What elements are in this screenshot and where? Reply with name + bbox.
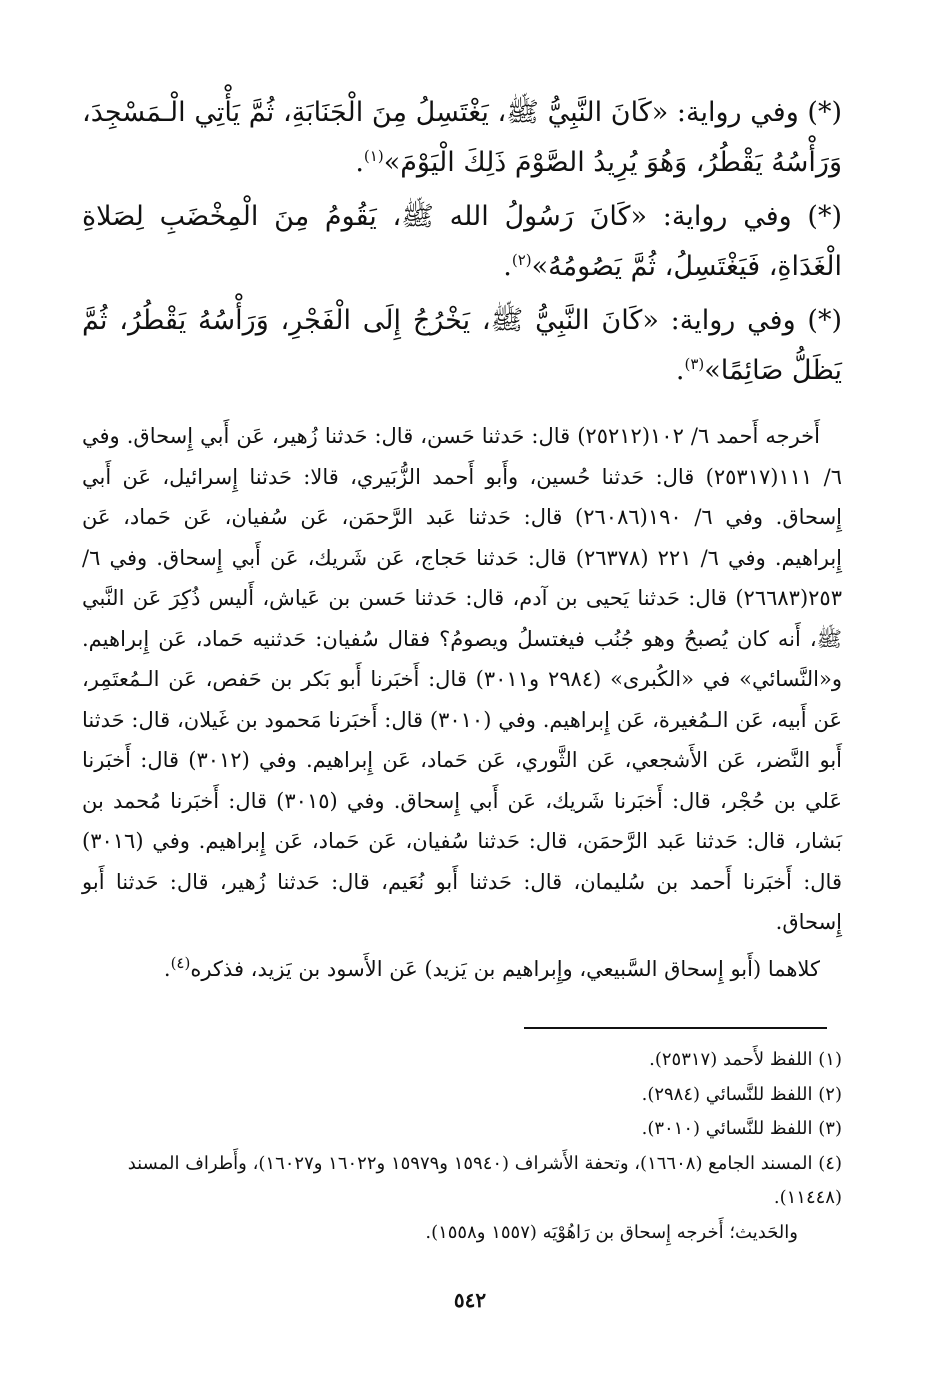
footnote-3: (٣) اللفظ للنَّسائي (٣٠١٠).: [641, 1118, 842, 1139]
hadith-text: (*) وفي رواية: «كَانَ رَسُولُ الله ﷺ، يَقُومُ مِنَ الْمِخْضَبِ لِصَلاةِ الْغَدَاةِ، فَيَغْتَسِلُ، ثُمَّ يَصُومُهُ»: [82, 201, 843, 282]
conclusion-end: .: [163, 956, 171, 981]
footnote-ref[interactable]: (٣): [684, 355, 705, 373]
footnote-1: (١) اللفظ لأَحمد (٢٥٣١٧).: [649, 1049, 842, 1070]
hadith-variant: [82, 296, 842, 396]
footnote-ref[interactable]: (٤): [170, 953, 191, 972]
footnote-ref[interactable]: (١): [363, 147, 384, 165]
hadith-text: (*) وفي رواية: «كَانَ النَّبِيُّ ﷺ، يَخْرُجُ إِلَى الْفَجْرِ، وَرَأْسُهُ يَقْطُرُ، ثُمَّ يَظَلُّ صَائِمًا»: [82, 305, 842, 386]
takhrij-paragraph: أَخرجه أَحمد ٦/ ١٠٢(٢٥٢١٢) قال: حَدثنا حَسن، قال: حَدثنا زُهير، عَن أَبي إِسحاق. وفي ٦/ ١١١(٢٥٣١٧) قال: حَدثنا حُسين، وأَبو أَحمد الزُّبَيري، قالا: حَدثنا إِسرائيل، عَن أَبي إِسحاق. وفي ٦/ ١٩٠(٢٦٠٨٦) قال: حَدثنا عَبد الرَّحمَن، عَن سُفيان، عَن حَماد، عَن إِبراهيم. وفي ٦/ ٢٢١ (٢٦٣٧٨) قال: حَدثنا حَجاج، عَن شَريك، عَن أَبي إِسحاق. وفي ٦/ ٢٥٣(٢٦٦٨٣) قال: حَدثنا يَحيى بن آدم، قال: حَدثنا حَسن بن عَياش، أَليس ذُكِرَ عَن النَّبي ﷺ، أَنه كان يُصبحُ وهو جُنُب فيغتسلُ ويصومُ؟ فقال سُفيان: حَدثنيه حَماد، عَن إِبراهيم. و«النَّسائي» في «الكُبرى» (٢٩٨٤ و٣٠١١) قال: أَخبَرنا أَبو بَكر بن حَفص، عَن الـمُعتَمِر، عَن أَبيه، عَن الـمُغيرة، عَن إِبراهيم. وفي (٣٠١٠) قال: أَخبَرنا مَحمود بن غَيلان، قال: حَدثنا أَبو النَّضر، عَن الأَشجعي، عَن الثَّوري، عَن حَماد، عَن إِبراهيم. وفي (٣٠١٢) قال: أَخبَرنا عَلي بن حُجْر، قال: أَخبَرنا شَريك، عَن أَبي إِسحاق. وفي (٣٠١٥) قال: أَخبَرنا مُحمد بن بَشار، قال: حَدثنا عَبد الرَّحمَن، قال: حَدثنا سُفيان، عَن حَماد، عَن إِبراهيم. وفي (٣٠١٦) قال: أَخبَرنا أَحمد بن سُليمان، قال: حَدثنا أَبو نُعَيم، قال: حَدثنا زُهير، قال: حَدثنا أَبو إِسحاق.: [82, 424, 843, 934]
footnote-2: (٢) اللفظ للنَّسائي (٢٩٨٤).: [641, 1083, 842, 1105]
footnote-4-continuation: والحَديث؛ أَخرجه إِسحاق بن رَاهُوْيَه (١٥٥٧ و١٥٥٨).: [425, 1221, 798, 1243]
conclusion-paragraph: [82, 949, 842, 989]
hadith-variant: [82, 88, 842, 188]
page-number: ٥٤٢: [453, 1288, 487, 1312]
hadith-end: .: [675, 355, 685, 386]
hadith-text: (*) وفي رواية: «كَانَ النَّبِيُّ ﷺ، يَغْتَسِلُ مِنَ الْجَنَابَةِ، ثُمَّ يَأْتِي الْـمَسْجِدَ، وَرَأْسُهُ يَقْطُرُ، وَهُوَ يُرِيدُ الصَّوْمَ ذَلِكَ الْيَوْمَ»: [82, 97, 842, 178]
hadith-end: .: [355, 147, 364, 178]
page-body: [82, 88, 842, 989]
footnotes: [82, 1043, 842, 1250]
hadith-variant: [82, 192, 842, 292]
footnote-4: (٤) المسند الجامع (١٦٦٠٨)، وتحفة الأَشراف (١٥٩٤٠ و١٥٩٧٩ و١٦٠٢٢ و١٦٠٢٧)، وأَطراف المسند (١١٤٤٨).: [127, 1152, 842, 1208]
footnote-ref[interactable]: (٢): [511, 251, 532, 269]
conclusion-text: كلاهما (أَبو إِسحاق السَّبيعي، وإِبراهيم بن يَزيد) عَن الأَسود بن يَزيد، فذكره: [190, 956, 820, 981]
footnote-divider: [524, 1027, 827, 1029]
hadith-end: .: [503, 251, 512, 282]
